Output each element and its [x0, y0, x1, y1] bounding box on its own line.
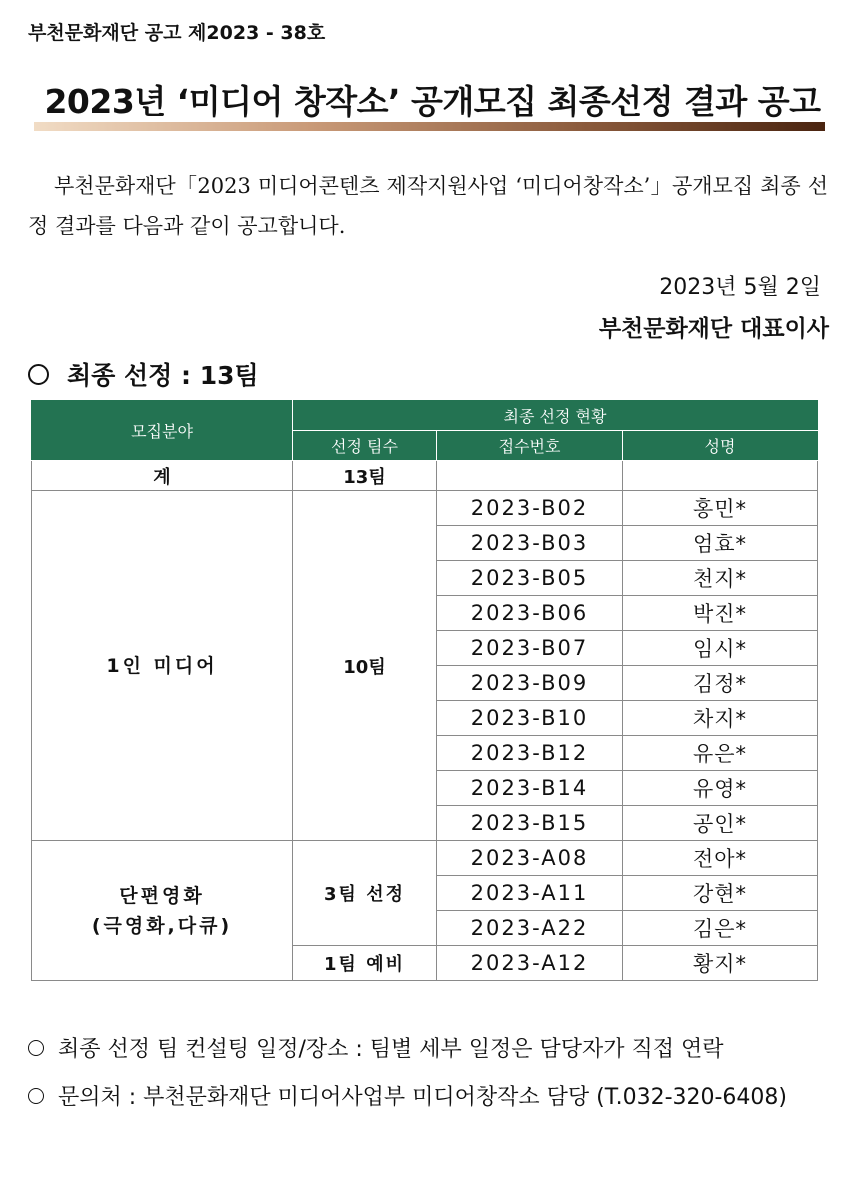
count-personal-media: 10팀	[293, 491, 437, 841]
circle-bullet-icon	[28, 1088, 44, 1104]
page-title: 2023년 ‘미디어 창작소’ 공개모집 최종선정 결과 공고	[44, 82, 821, 121]
person-name: 천지*	[623, 561, 818, 596]
category-short-film	[32, 841, 293, 981]
reg-number: 2023-B15	[437, 806, 623, 841]
person-name: 유영*	[623, 771, 818, 806]
title-underline-bar	[34, 122, 825, 131]
footnote-consulting-text: 최종 선정 팀 컨설팅 일정/장소 : 팀별 세부 일정은 담당자가 직접 연락	[58, 1037, 724, 1062]
reg-number: 2023-B12	[437, 736, 623, 771]
person-name: 황지*	[623, 946, 818, 981]
reg-number: 2023-B06	[437, 596, 623, 631]
reg-number: 2023-B05	[437, 561, 623, 596]
reg-number: 2023-B14	[437, 771, 623, 806]
header-status: 최종 선정 현황	[293, 401, 818, 431]
total-count: 13팀	[293, 461, 437, 491]
count-short-film-reserve: 1팀 예비	[293, 946, 437, 981]
category-short-film-line1: 단편영화	[119, 884, 205, 907]
section-heading-text: 최종 선정 : 13팀	[67, 361, 259, 390]
reg-number: 2023-A22	[437, 911, 623, 946]
person-name: 임시*	[623, 631, 818, 666]
total-label: 계	[32, 461, 293, 491]
table-row	[32, 491, 818, 526]
reg-number: 2023-B02	[437, 491, 623, 526]
reg-number: 2023-B10	[437, 701, 623, 736]
person-name: 공인*	[623, 806, 818, 841]
intro-line-1: 부천문화재단「2023 미디어콘텐츠 제작지원사업 ‘미디어창작소’」공개모집	[54, 174, 754, 198]
person-name: 전아*	[623, 841, 818, 876]
person-name: 김정*	[623, 666, 818, 701]
footnote-contact	[28, 1080, 787, 1111]
count-short-film-selected: 3팀 선정	[293, 841, 437, 946]
footnote-consulting	[28, 1032, 724, 1063]
person-name: 차지*	[623, 701, 818, 736]
table-row	[32, 841, 818, 876]
reg-number: 2023-B07	[437, 631, 623, 666]
circle-bullet-icon	[28, 364, 49, 385]
reg-number: 2023-B03	[437, 526, 623, 561]
header-name: 성명	[623, 431, 818, 461]
signer: 부천문화재단 대표이사	[598, 316, 829, 342]
footnote-contact-text: 문의처 : 부천문화재단 미디어사업부 미디어창작소 담당 (T.032-320-6408)	[58, 1085, 788, 1110]
person-name: 유은*	[623, 736, 818, 771]
header-category: 모집분야	[32, 401, 293, 461]
category-short-film-line2: (극영화,다큐)	[91, 914, 233, 937]
circle-bullet-icon	[28, 1040, 44, 1056]
reg-number: 2023-A12	[437, 946, 623, 981]
person-name: 강현*	[623, 876, 818, 911]
person-name: 홍민*	[623, 491, 818, 526]
intro-line-2: 최종 선정 결과를 다음과 같이 공고합니다.	[28, 174, 829, 238]
intro-paragraph	[28, 166, 828, 246]
notice-number: 부천문화재단 공고 제2023 - 38호	[28, 22, 326, 44]
section-heading	[28, 356, 259, 392]
results-table	[31, 400, 818, 981]
reg-number: 2023-A08	[437, 841, 623, 876]
header-team-count: 선정 팀수	[293, 431, 437, 461]
reg-number: 2023-A11	[437, 876, 623, 911]
category-personal-media: 1인 미디어	[32, 491, 293, 841]
reg-number: 2023-B09	[437, 666, 623, 701]
person-name: 박진*	[623, 596, 818, 631]
announcement-date: 2023년 5월 2일	[659, 275, 821, 300]
person-name: 엄효*	[623, 526, 818, 561]
header-reg-number: 접수번호	[437, 431, 623, 461]
person-name: 김은*	[623, 911, 818, 946]
